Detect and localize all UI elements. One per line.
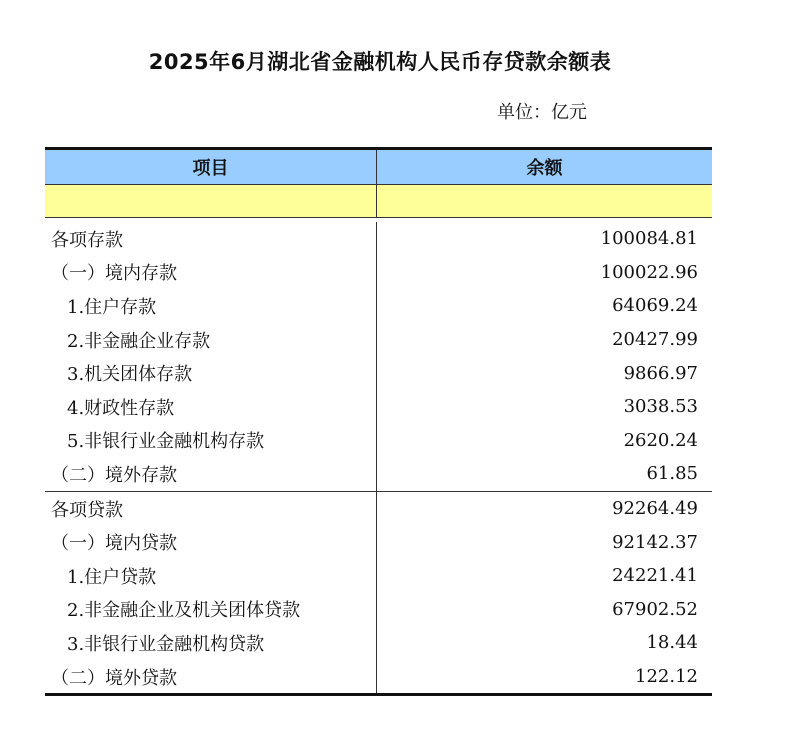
table-row (45, 593, 712, 627)
row-value: 92142.37 (612, 531, 698, 553)
row-value: 9866.97 (623, 362, 698, 384)
row-label: 1.住户贷款 (45, 559, 377, 593)
table-row (45, 222, 712, 256)
table-header (45, 150, 712, 185)
table-body (45, 218, 712, 693)
row-label: （一）境内存款 (45, 256, 377, 290)
row-label: 3.非银行业金融机构贷款 (45, 626, 377, 660)
row-value: 122.12 (635, 666, 698, 688)
row-label: （一）境内贷款 (45, 525, 377, 559)
row-label: 3.机关团体存款 (45, 356, 377, 390)
balance-table (45, 147, 712, 696)
table-row (45, 390, 712, 424)
row-value: 24221.41 (612, 565, 698, 587)
row-label: 4.财政性存款 (45, 390, 377, 424)
table-row (45, 356, 712, 390)
table-row (45, 424, 712, 458)
header-balance: 余额 (526, 158, 563, 179)
table-row (45, 323, 712, 357)
row-label: 2.非金融企业存款 (45, 323, 377, 357)
row-value: 3038.53 (623, 396, 698, 418)
table-row (45, 256, 712, 290)
row-label: 5.非银行业金融机构存款 (45, 424, 377, 458)
row-value: 64069.24 (612, 295, 698, 317)
row-label: 2.非金融企业及机关团体贷款 (45, 593, 377, 627)
header-spacer-row (45, 185, 712, 218)
row-value: 61.85 (646, 463, 698, 485)
row-label: （二）境外存款 (45, 457, 377, 491)
table-row (45, 457, 712, 491)
row-label: 1.住户存款 (45, 289, 377, 323)
spacer-cell-item (45, 185, 377, 217)
spacer-cell-balance (377, 185, 712, 217)
table-row (45, 491, 712, 526)
row-label: （二）境外贷款 (45, 660, 377, 694)
row-label: 各项贷款 (45, 492, 377, 526)
row-value: 2620.24 (623, 429, 698, 451)
row-value: 18.44 (646, 632, 698, 654)
table-row (45, 289, 712, 323)
table-row (45, 626, 712, 660)
table-row (45, 525, 712, 559)
row-label: 各项存款 (45, 222, 377, 256)
row-value: 100022.96 (600, 261, 698, 283)
unit-label: 单位：亿元 (497, 102, 587, 123)
row-value: 92264.49 (612, 498, 698, 520)
row-value: 100084.81 (600, 228, 698, 250)
row-value: 67902.52 (612, 598, 698, 620)
table-row (45, 559, 712, 593)
header-item: 项目 (45, 150, 377, 184)
table-row (45, 660, 712, 694)
page-title: 2025年6月湖北省金融机构人民币存贷款余额表 (148, 50, 612, 74)
row-value: 20427.99 (612, 329, 698, 351)
